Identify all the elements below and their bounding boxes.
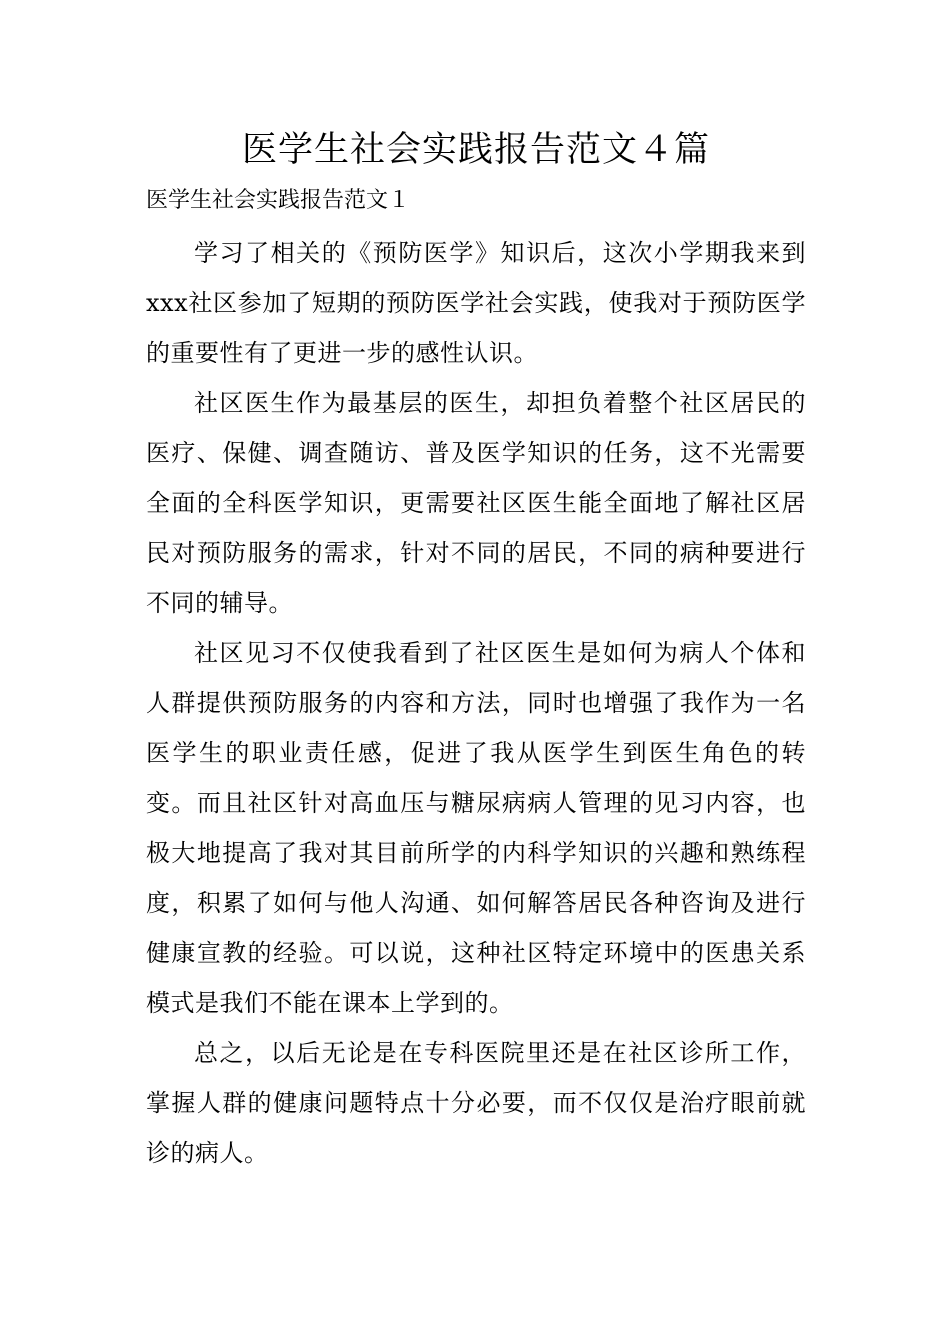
paragraph-2: 社区医生作为最基层的医生，却担负着整个社区居民的医疗、保健、调查随访、普及医学知识的任务，这不光需要全面的全科医学知识，更需要社区医生能全面地了解社区居民对预防服务的需求，针对不同的居民，不同的病种要进行不同的辅导。 bbox=[146, 389, 806, 617]
document-page bbox=[146, 128, 806, 1178]
paragraph-1: 学习了相关的《预防医学》知识后，这次小学期我来到xxx社区参加了短期的预防医学社会实践，使我对于预防医学的重要性有了更进一步的感性认识。 bbox=[146, 239, 806, 367]
section-heading: 医学生社会实践报告范文１ bbox=[146, 188, 411, 213]
paragraph-3: 社区见习不仅使我看到了社区医生是如何为病人个体和人群提供预防服务的内容和方法，同时也增强了我作为一名医学生的职业责任感，促进了我从医学生到医生角色的转变。而且社区针对高血压与糖尿病病人管理的见习内容，也极大地提高了我对其目前所学的内科学知识的兴趣和熟练程度，积累了如何与他人沟通、如何解答居民各种咨询及进行健康宣教的经验。可以说，这种社区特定环境中的医患关系模式是我们不能在课本上学到的。 bbox=[146, 639, 806, 1017]
paragraph-4: 总之，以后无论是在专科医院里还是在社区诊所工作，掌握人群的健康问题特点十分必要，而不仅仅是治疗眼前就诊的病人。 bbox=[146, 1039, 806, 1167]
document-title: 医学生社会实践报告范文４篇 bbox=[241, 130, 710, 170]
